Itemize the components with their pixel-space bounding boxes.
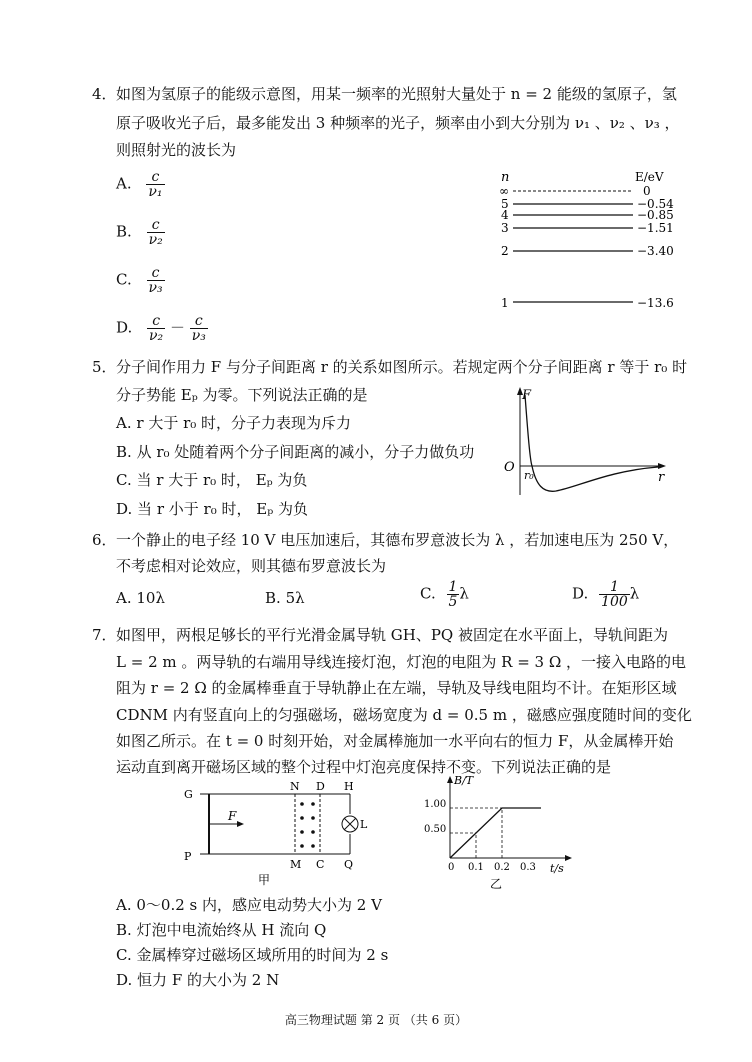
level-5-e: −0.54 bbox=[637, 197, 674, 211]
level-inf-n: ∞ bbox=[499, 184, 509, 198]
level-4-e: −0.85 bbox=[637, 208, 674, 222]
chart-x-label: t/s bbox=[550, 862, 564, 875]
label-h: H bbox=[344, 780, 354, 793]
q6-option-a: A. 10λ bbox=[116, 589, 165, 607]
e-header: E/eV bbox=[635, 170, 664, 184]
q6-line1: 一个静止的电子经 10 V 电压加速后，其德布罗意波长为 λ ，若加速电压为 250 V， bbox=[116, 531, 679, 549]
label-c: C bbox=[316, 858, 325, 871]
x-tick-0: 0 bbox=[448, 862, 455, 873]
q6-number: 6． bbox=[92, 531, 117, 549]
q6-line2: 不考虑相对论效应，则其德布罗意波长为 bbox=[116, 557, 387, 575]
q7-line4: CDNM 内有竖直向上的匀强磁场，磁场宽度为 d = 0.5 m ，磁感应强度随时间的变化 bbox=[116, 706, 692, 724]
magnetic-field-dots bbox=[300, 802, 315, 848]
label-n: N bbox=[290, 780, 300, 793]
n-header: n bbox=[501, 170, 510, 185]
level-5-n: 5 bbox=[501, 197, 509, 211]
caption-yi: 乙 bbox=[490, 877, 503, 890]
q7-line6: 运动直到离开磁场区域的整个过程中灯泡亮度保持不变。下列说法正确的是 bbox=[116, 758, 612, 776]
r0-label: r₀ bbox=[524, 469, 534, 482]
q4-option-b: B. $\frac{c}{\text{ν₂}}$ bbox=[116, 217, 163, 248]
q5-option-c: C. 当 r 大于 r₀ 时， Eₚ 为负 bbox=[116, 471, 308, 489]
q4-option-c: C. $\frac{c}{\text{ν₃}}$ bbox=[116, 265, 163, 296]
level-2-e: −3.40 bbox=[637, 244, 674, 258]
q4-line1: 如图为氢原子的能级示意图，用某一频率的光照射大量处于 n = 2 能级的氢原子，氢 bbox=[116, 85, 677, 103]
q4-line3: 则照射光的波长为 bbox=[116, 141, 237, 159]
level-1-n: 1 bbox=[501, 296, 509, 310]
label-m: M bbox=[290, 858, 302, 871]
origin-label: O bbox=[504, 460, 515, 475]
level-3-e: −1.51 bbox=[637, 221, 674, 235]
q4-number: 4． bbox=[92, 85, 117, 103]
level-inf-e: 0 bbox=[643, 184, 651, 198]
energy-level-diagram bbox=[495, 168, 675, 318]
q6-option-d: D. $\frac{1}{100}$ λ bbox=[572, 579, 640, 610]
b-t-chart bbox=[420, 772, 580, 890]
q7-line5: 如图乙所示。在 t = 0 时刻开始，对金属棒施加一水平向右的恒力 F，从金属棒开始 bbox=[116, 732, 674, 750]
lamp-label: L bbox=[360, 818, 368, 831]
level-3-n: 3 bbox=[501, 221, 509, 235]
q7-option-a: A. 0～0.2 s 内，感应电动势大小为 2 V bbox=[116, 896, 382, 914]
force-distance-graph bbox=[498, 385, 670, 500]
q7-option-c: C. 金属棒穿过磁场区域所用的时间为 2 s bbox=[116, 946, 389, 964]
b-t-series-line bbox=[450, 808, 541, 858]
x-tick-0.3: 0.3 bbox=[520, 862, 536, 873]
level-2-n: 2 bbox=[501, 244, 509, 258]
q7-option-d: D. 恒力 F 的大小为 2 N bbox=[116, 971, 280, 989]
q5-number: 5． bbox=[92, 358, 117, 376]
x-axis-label: r bbox=[658, 470, 665, 485]
q7-line1: 如图甲，两根足够长的平行光滑金属导轨 GH、PQ 被固定在水平面上，导轨间距为 bbox=[116, 626, 668, 644]
q5-option-b: B. 从 r₀ 处随着两个分子间距离的减小，分子力做负功 bbox=[116, 443, 475, 461]
y-tick-1: 1.00 bbox=[424, 799, 447, 810]
caption-jia: 甲 bbox=[258, 873, 271, 887]
q7-line2: L = 2 m 。两导轨的右端用导线连接灯泡，灯泡的电阻为 R = 3 Ω ，一接入电路的电 bbox=[116, 653, 687, 671]
q4-option-d: D. $\frac{c}{\text{ν₂}}$ － $\frac{c}{\text{ν₃}}$ bbox=[116, 313, 206, 344]
x-tick-0.2: 0.2 bbox=[494, 862, 510, 873]
label-q: Q bbox=[344, 858, 354, 871]
q5-option-a: A. r 大于 r₀ 时，分子力表现为斥力 bbox=[116, 414, 352, 432]
q4-option-a: A. $\frac{c}{\text{ν₁}}$ bbox=[116, 169, 163, 200]
force-label: F bbox=[228, 809, 237, 823]
label-d: D bbox=[316, 780, 325, 793]
y-axis-label: F bbox=[522, 388, 532, 403]
q5-line2: 分子势能 Eₚ 为零。下列说法正确的是 bbox=[116, 386, 368, 404]
x-tick-0.1: 0.1 bbox=[468, 862, 484, 873]
q7-number: 7． bbox=[92, 626, 117, 644]
level-1-e: −13.6 bbox=[637, 296, 674, 310]
q7-line3: 阻为 r = 2 Ω 的金属棒垂直于导轨静止在左端，导轨及导线电阻均不计。在矩形区域 bbox=[116, 679, 677, 697]
y-tick-0.5: 0.50 bbox=[424, 824, 447, 835]
q5-option-d: D. 当 r 小于 r₀ 时， Eₚ 为负 bbox=[116, 500, 308, 518]
q7-option-b: B. 灯泡中电流始终从 H 流向 Q bbox=[116, 921, 327, 939]
q6-option-c: C. $\frac{1}{5}$ λ bbox=[420, 579, 469, 610]
force-curve bbox=[525, 395, 658, 491]
rail-circuit-figure bbox=[180, 780, 380, 888]
level-4-n: 4 bbox=[501, 208, 509, 222]
q5-line1: 分子间作用力 F 与分子间距离 r 的关系如图所示。若规定两个分子间距离 r 等于 r₀ 时 bbox=[116, 358, 688, 376]
q6-option-b: B. 5λ bbox=[265, 589, 305, 607]
chart-y-label: B/T bbox=[454, 774, 474, 787]
q4-line2: 原子吸收光子后，最多能发出 3 种频率的光子，频率由小到大分别为 ν₁ 、ν₂ 、ν₃ ， bbox=[116, 114, 680, 132]
label-g: G bbox=[184, 788, 193, 801]
label-p: P bbox=[184, 850, 192, 863]
x-axis-arrow bbox=[658, 463, 666, 469]
page-footer: 高三物理试题 第 2 页 （共 6 页） bbox=[284, 1013, 468, 1027]
